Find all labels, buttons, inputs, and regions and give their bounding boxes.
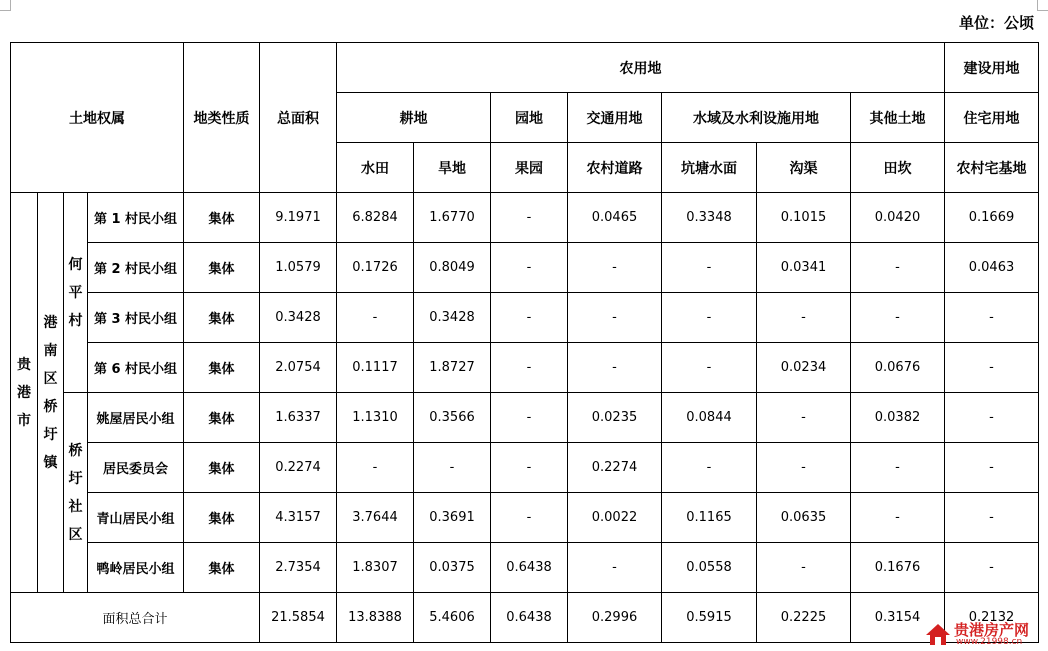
row-nature: 集体 [184, 543, 260, 593]
row-total: 2.0754 [260, 343, 337, 393]
row-orchard: - [491, 443, 568, 493]
row-paddy: 0.1117 [337, 343, 414, 393]
row-road: - [568, 543, 662, 593]
row-name: 居民委员会 [88, 443, 184, 493]
row-dry: 1.8727 [414, 343, 491, 393]
row-pond: 0.0844 [662, 393, 757, 443]
row-paddy: 0.1726 [337, 243, 414, 293]
row-paddy: - [337, 293, 414, 343]
row-ditch: 0.0234 [757, 343, 851, 393]
totals-homestead: 0.2132 [945, 593, 1039, 643]
header-construction: 建设用地 [945, 43, 1039, 93]
row-name: 第 6 村民小组 [88, 343, 184, 393]
header-total-area: 总面积 [260, 43, 337, 193]
header-paddy: 水田 [337, 143, 414, 193]
row-ridge: - [851, 493, 945, 543]
row-dry: 0.3428 [414, 293, 491, 343]
totals-orchard: 0.6438 [491, 593, 568, 643]
row-homestead: 0.1669 [945, 193, 1039, 243]
row-orchard: - [491, 343, 568, 393]
page-corner-mark [1037, 0, 1048, 11]
header-residential: 住宅用地 [945, 93, 1039, 143]
region-village-qiaoxu: 桥 圩 社 区 [64, 393, 88, 593]
row-pond: 0.3348 [662, 193, 757, 243]
row-nature: 集体 [184, 193, 260, 243]
row-paddy: 1.1310 [337, 393, 414, 443]
row-orchard: - [491, 193, 568, 243]
row-ditch: - [757, 543, 851, 593]
header-agricultural: 农用地 [337, 43, 945, 93]
row-homestead: 0.0463 [945, 243, 1039, 293]
header-homestead: 农村宅基地 [945, 143, 1039, 193]
row-orchard: 0.6438 [491, 543, 568, 593]
row-name: 第 1 村民小组 [88, 193, 184, 243]
totals-row [11, 593, 1039, 643]
row-pond: 0.0558 [662, 543, 757, 593]
header-garden: 园地 [491, 93, 568, 143]
table-row [11, 343, 1039, 393]
row-orchard: - [491, 393, 568, 443]
row-nature: 集体 [184, 393, 260, 443]
totals-ridge: 0.3154 [851, 593, 945, 643]
row-road: 0.2274 [568, 443, 662, 493]
row-dry: 0.8049 [414, 243, 491, 293]
row-name: 第 3 村民小组 [88, 293, 184, 343]
totals-pond: 0.5915 [662, 593, 757, 643]
totals-ditch: 0.2225 [757, 593, 851, 643]
row-ditch: - [757, 393, 851, 443]
header-dry: 旱地 [414, 143, 491, 193]
header-transport: 交通用地 [568, 93, 662, 143]
row-ridge: - [851, 443, 945, 493]
header-land-ownership: 土地权属 [11, 43, 184, 193]
row-nature: 集体 [184, 343, 260, 393]
row-pond: - [662, 293, 757, 343]
row-total: 4.3157 [260, 493, 337, 543]
row-total: 2.7354 [260, 543, 337, 593]
table-row [11, 443, 1039, 493]
row-homestead: - [945, 543, 1039, 593]
row-nature: 集体 [184, 293, 260, 343]
land-area-table [10, 42, 1039, 643]
row-ditch: 0.0635 [757, 493, 851, 543]
header-orchard: 果园 [491, 143, 568, 193]
row-pond: - [662, 343, 757, 393]
totals-dry: 5.4606 [414, 593, 491, 643]
row-homestead: - [945, 343, 1039, 393]
row-dry: 0.3691 [414, 493, 491, 543]
table-row [11, 393, 1039, 443]
row-ditch: 0.1015 [757, 193, 851, 243]
row-ridge: - [851, 293, 945, 343]
header-rural-road: 农村道路 [568, 143, 662, 193]
row-road: 0.0235 [568, 393, 662, 443]
row-road: - [568, 243, 662, 293]
unit-label: 单位：公顷 [958, 14, 1034, 32]
row-orchard: - [491, 243, 568, 293]
row-ditch: - [757, 443, 851, 493]
row-road: 0.0022 [568, 493, 662, 543]
row-road: 0.0465 [568, 193, 662, 243]
region-city: 贵 港 市 [11, 193, 38, 593]
totals-total: 21.5854 [260, 593, 337, 643]
row-orchard: - [491, 493, 568, 543]
row-pond: 0.1165 [662, 493, 757, 543]
row-road: - [568, 343, 662, 393]
totals-label: 面积总合计 [11, 593, 260, 643]
row-paddy: 3.7644 [337, 493, 414, 543]
row-name: 鸭岭居民小组 [88, 543, 184, 593]
table-row [11, 193, 1039, 243]
row-paddy: 1.8307 [337, 543, 414, 593]
row-homestead: - [945, 293, 1039, 343]
table-row [11, 493, 1039, 543]
header-pond: 坑塘水面 [662, 143, 757, 193]
header-cultivated: 耕地 [337, 93, 491, 143]
table-row [11, 243, 1039, 293]
watermark-url: www.21998.cn [956, 637, 1023, 647]
row-pond: - [662, 243, 757, 293]
row-homestead: - [945, 393, 1039, 443]
house-logo-icon [924, 621, 952, 647]
row-ridge: 0.0382 [851, 393, 945, 443]
table-row [11, 293, 1039, 343]
header-other: 其他土地 [851, 93, 945, 143]
row-paddy: 6.8284 [337, 193, 414, 243]
header-field-ridge: 田坎 [851, 143, 945, 193]
row-orchard: - [491, 293, 568, 343]
row-nature: 集体 [184, 243, 260, 293]
row-ridge: 0.0420 [851, 193, 945, 243]
row-nature: 集体 [184, 493, 260, 543]
row-ditch: 0.0341 [757, 243, 851, 293]
row-ridge: 0.0676 [851, 343, 945, 393]
row-road: - [568, 293, 662, 343]
header-water: 水域及水利设施用地 [662, 93, 851, 143]
row-total: 1.0579 [260, 243, 337, 293]
row-dry: 0.3566 [414, 393, 491, 443]
page-corner-mark [0, 0, 11, 11]
row-ditch: - [757, 293, 851, 343]
header-ditch: 沟渠 [757, 143, 851, 193]
row-name: 姚屋居民小组 [88, 393, 184, 443]
row-homestead: - [945, 493, 1039, 543]
row-pond: - [662, 443, 757, 493]
row-dry: 1.6770 [414, 193, 491, 243]
watermark-name: 贵港房产网 [954, 621, 1030, 639]
row-homestead: - [945, 443, 1039, 493]
row-dry: - [414, 443, 491, 493]
row-name: 第 2 村民小组 [88, 243, 184, 293]
table-row [11, 543, 1039, 593]
row-nature: 集体 [184, 443, 260, 493]
row-name: 青山居民小组 [88, 493, 184, 543]
row-total: 9.1971 [260, 193, 337, 243]
row-dry: 0.0375 [414, 543, 491, 593]
region-village-heping: 何 平 村 [64, 193, 88, 393]
row-ridge: 0.1676 [851, 543, 945, 593]
watermark-logo [924, 619, 1044, 649]
row-total: 0.3428 [260, 293, 337, 343]
row-ridge: - [851, 243, 945, 293]
header-land-nature: 地类性质 [184, 43, 260, 193]
row-total: 0.2274 [260, 443, 337, 493]
region-district-town: 港 南 区 桥 圩 镇 [38, 193, 64, 593]
totals-paddy: 13.8388 [337, 593, 414, 643]
totals-road: 0.2996 [568, 593, 662, 643]
row-paddy: - [337, 443, 414, 493]
row-total: 1.6337 [260, 393, 337, 443]
